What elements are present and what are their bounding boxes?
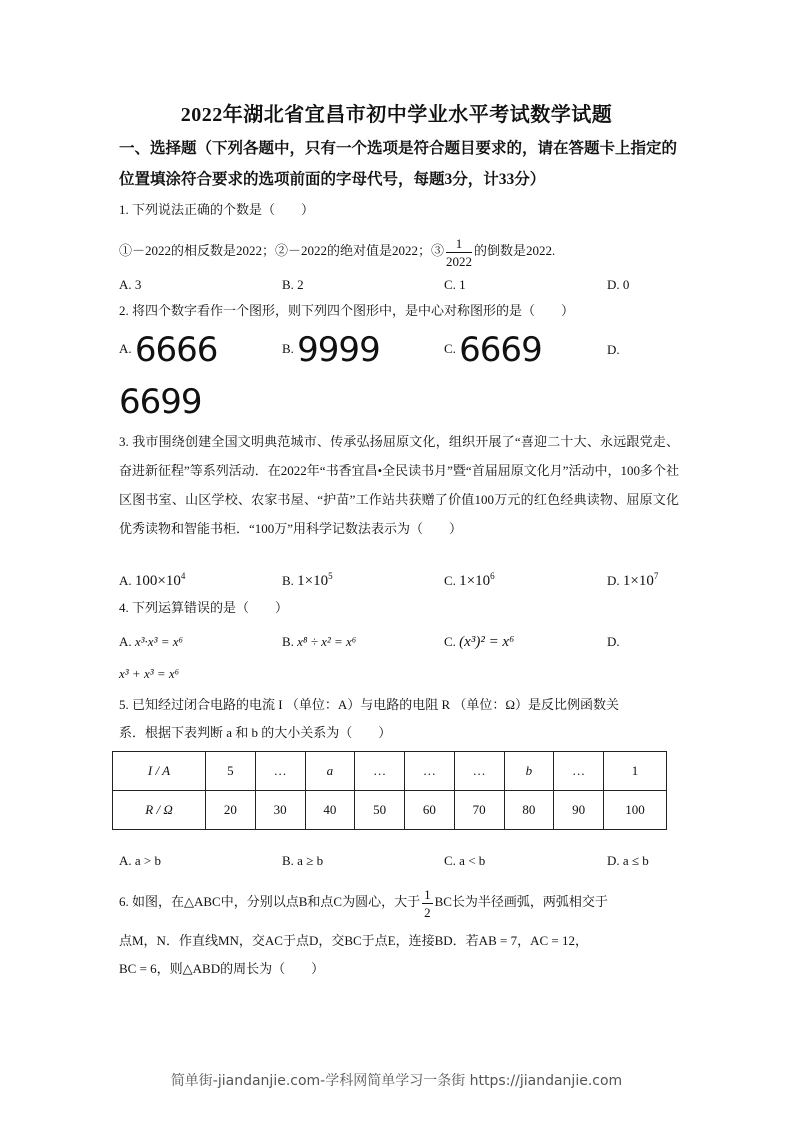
option-exponent: 4 <box>180 571 186 581</box>
table-cell: … <box>355 752 405 791</box>
q4-option-d-expression <box>119 666 179 682</box>
figure-9999: 9999 <box>297 330 380 370</box>
q3-option-b <box>282 571 333 590</box>
option-label: A. <box>119 340 132 356</box>
option-label: C. <box>444 634 456 649</box>
q1-statement-b: 的倒数是2022. <box>474 243 556 258</box>
q3-option-d <box>607 571 658 590</box>
fraction-numerator: 1 <box>446 235 472 253</box>
option-label: D. <box>607 573 620 588</box>
table-cell: b <box>504 752 554 791</box>
q6-fraction <box>422 886 433 921</box>
q4-option-a <box>119 634 183 650</box>
table-cell: 1 <box>604 752 667 791</box>
q6-line1 <box>119 883 608 921</box>
table-cell: … <box>454 752 504 791</box>
option-expression: x³·x³ = x⁶ <box>134 634 184 649</box>
q1-statement-a: ①－2022的相反数是2022；②－2022的绝对值是2022；③ <box>119 243 445 258</box>
q6-line2: 点M，N．作直线MN，交AC于点D，交BC于点E，连接BD．若AB = 7，AC = 12， <box>119 933 588 948</box>
q1-option-c: C. 1 <box>444 277 466 292</box>
q2-stem: 2. 将四个数字看作一个图形，则下列四个图形中，是中心对称图形的是（ ） <box>119 303 575 318</box>
q1-option-b: B. 2 <box>282 277 304 292</box>
q4-option-d-label: D. <box>607 634 620 649</box>
option-expression: (x³)² = x⁶ <box>459 634 515 650</box>
fraction-numerator: 1 <box>424 886 431 902</box>
table-cell: 80 <box>504 791 554 830</box>
option-exponent: 6 <box>490 571 495 581</box>
table-cell: 50 <box>355 791 405 830</box>
table-cell: … <box>255 752 305 791</box>
q5-option-a: A. a > b <box>119 853 161 868</box>
section-heading: 一、选择题（下列各题中，只有一个选项是符合题目要求的，请在答题卡上指定的位置填涂符合要求的选项前面的字母代号，每题3分，计33分） <box>119 140 678 188</box>
watermark-footer: 简单街-jiandanjie.com-学科网简单学习一条街 https://jiandanjie.com <box>170 1073 623 1089</box>
figure-6699: 6699 <box>119 382 202 422</box>
table-header-cell: I / A <box>113 752 206 791</box>
page-title: 2022年湖北省宜昌市初中学业水平考试数学试题 <box>180 104 613 126</box>
option-base: 1×10 <box>459 573 491 589</box>
q5-option-d: D. a ≤ b <box>607 853 649 868</box>
table-cell: a <box>305 752 355 791</box>
option-base: 100×10 <box>134 573 181 589</box>
q1-stem: 1. 下列说法正确的个数是（ ） <box>119 202 315 217</box>
option-exponent: 5 <box>328 571 333 581</box>
option-label: B. <box>282 573 294 588</box>
table-cell: … <box>554 752 604 791</box>
q1-option-d: D. 0 <box>607 277 630 292</box>
q6-line1-part1: 6. 如图，在△ABC中，分别以点B和点C为圆心，大于 <box>119 894 421 909</box>
table-cell: 30 <box>255 791 305 830</box>
figure-6666: 6666 <box>134 330 218 370</box>
table-cell: 90 <box>554 791 604 830</box>
fraction-denominator: 2 <box>424 904 431 920</box>
q2-option-a <box>119 330 217 370</box>
q3-option-c <box>444 571 495 590</box>
table-cell: 100 <box>604 791 667 830</box>
option-exponent: 7 <box>653 571 659 581</box>
q1-statement <box>119 232 555 270</box>
table-cell: 20 <box>206 791 256 830</box>
table-cell: … <box>405 752 455 791</box>
table-cell: 5 <box>206 752 256 791</box>
option-label: A. <box>119 573 132 588</box>
q5-option-b: B. a ≥ b <box>282 853 324 868</box>
option-label: B. <box>282 634 294 649</box>
q5-stem-line1: 5. 已知经过闭合电路的电流 I （单位：A）与电路的电阻 R （单位：Ω）是反比例函数关 <box>119 697 620 712</box>
q2-option-b <box>282 330 380 370</box>
current-resistance-table <box>112 751 667 830</box>
q5-stem-line2: 系．根据下表判断 a 和 b 的大小关系为（ ） <box>119 725 392 740</box>
table-row-resistance <box>113 791 667 830</box>
figure-6669: 6669 <box>459 330 542 370</box>
q5-option-c: C. a < b <box>444 853 486 868</box>
option-base: 1×10 <box>622 573 654 589</box>
q1-option-a: A. 3 <box>119 277 142 292</box>
q2-option-d-label: D. <box>607 342 620 357</box>
q6-line1-part2: BC长为半径画弧，两弧相交于 <box>434 894 608 909</box>
q2-option-d-figure <box>119 382 202 422</box>
table-cell: 70 <box>454 791 504 830</box>
option-label: C. <box>444 340 456 356</box>
q1-fraction <box>446 235 472 270</box>
option-label: A. <box>119 634 132 649</box>
q2-option-c <box>444 330 542 370</box>
fraction-denominator: 2022 <box>446 253 473 269</box>
option-base: 1×10 <box>297 573 329 589</box>
option-label: C. <box>444 573 456 588</box>
option-label: B. <box>282 340 294 356</box>
q3-option-a <box>119 571 185 590</box>
q4-option-c <box>444 634 514 651</box>
table-cell: 40 <box>305 791 355 830</box>
table-header-cell: R / Ω <box>113 791 206 830</box>
option-expression: x⁸ ÷ x² = x⁶ <box>297 634 357 649</box>
table-cell: 60 <box>405 791 455 830</box>
q4-option-b <box>282 634 356 650</box>
q6-line3: BC = 6，则△ABD的周长为（ ） <box>119 961 325 976</box>
option-expression: x³ + x³ = x⁶ <box>119 666 180 681</box>
q3-stem: 3. 我市围绕创建全国文明典范城市、传承弘扬屈原文化，组织开展了“喜迎二十大、永远跟党走、奋进新征程”等系列活动．在2022年“书香宜昌•全民读书月”暨“首届屈原文化月”活动中，100多个社区图书室、山区学校、农家书屋、“护苗”工作站共获赠了价值100万元的红色经典读物、屈原文化优秀读物和智能书柜．“100万”用科学记数法表示为（ ） <box>119 434 679 536</box>
q4-stem: 4. 下列运算错误的是（ ） <box>119 600 289 615</box>
table-row-current <box>113 752 667 791</box>
